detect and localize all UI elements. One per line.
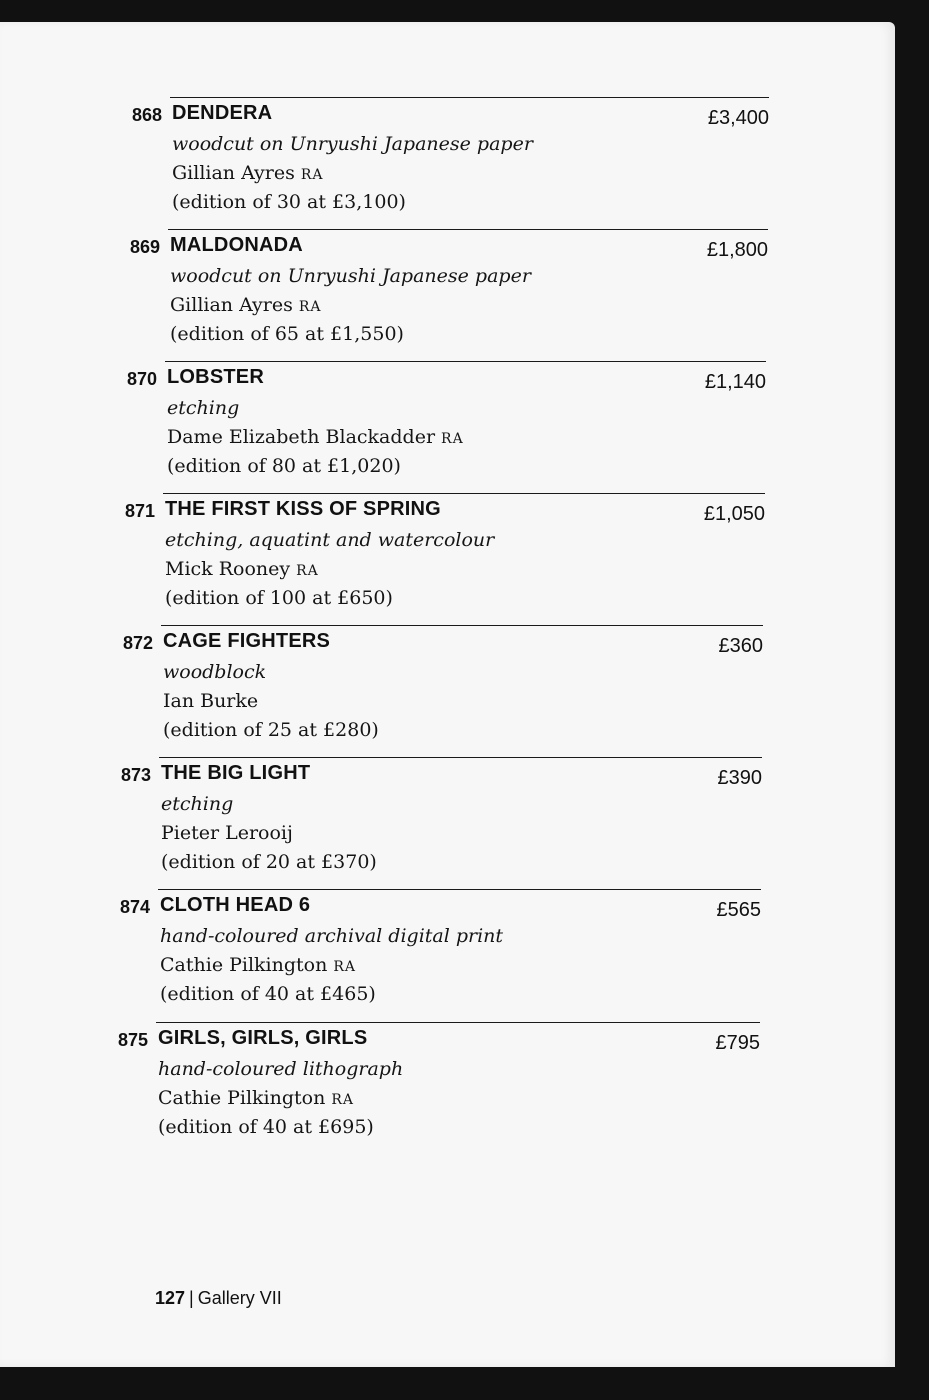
entry-price: £390 xyxy=(717,767,762,789)
entry-number: 870 xyxy=(126,369,157,389)
artist-name: Gillian Ayres xyxy=(172,162,295,184)
entry-medium: etching xyxy=(167,397,240,419)
entry-artist xyxy=(161,822,299,844)
entry-number: 874 xyxy=(119,897,150,917)
catalogue-entry xyxy=(111,757,762,887)
entry-medium: etching xyxy=(161,793,234,815)
entry-price: £795 xyxy=(715,1032,760,1054)
entry-price: £1,800 xyxy=(706,239,768,261)
catalogue-entry xyxy=(113,625,763,755)
entry-divider xyxy=(168,229,768,230)
entry-number: 873 xyxy=(120,765,151,785)
artist-name: Cathie Pilkington xyxy=(160,954,328,976)
entry-edition: (edition of 65 at £1,550) xyxy=(170,323,404,345)
entry-edition: (edition of 40 at £465) xyxy=(160,983,376,1005)
entry-medium: woodcut on Unryushi Japanese paper xyxy=(170,265,531,287)
entry-price: £3,400 xyxy=(707,107,769,129)
entry-artist xyxy=(165,558,319,580)
entry-divider xyxy=(156,1022,760,1023)
entry-title: GIRLS, GIRLS, GIRLS xyxy=(158,1027,368,1049)
entry-price: £1,050 xyxy=(703,503,765,525)
entry-artist xyxy=(170,294,322,316)
entry-title: CLOTH HEAD 6 xyxy=(160,894,311,916)
artist-honor: RA xyxy=(441,431,464,447)
artist-honor: RA xyxy=(333,959,356,975)
catalogue-entry xyxy=(117,361,766,491)
catalogue-entry xyxy=(110,889,761,1019)
entry-edition: (edition of 40 at £695) xyxy=(158,1116,374,1138)
entry-artist xyxy=(172,162,324,184)
entry-artist xyxy=(163,690,264,712)
artist-name: Pieter Lerooij xyxy=(161,822,293,844)
catalogue-entry xyxy=(115,493,765,623)
entry-edition: (edition of 30 at £3,100) xyxy=(172,191,406,213)
artist-name: Dame Elizabeth Blackadder xyxy=(167,426,436,448)
artist-name: Gillian Ayres xyxy=(170,294,293,316)
entry-divider xyxy=(161,625,763,626)
page-number: 127 xyxy=(155,1288,186,1308)
entry-title: THE BIG LIGHT xyxy=(161,762,311,784)
footer-separator: | xyxy=(189,1288,194,1308)
artist-honor: RA xyxy=(331,1092,354,1108)
catalogue-page xyxy=(0,22,895,1367)
entry-title: THE FIRST KISS OF SPRING xyxy=(165,498,441,520)
entry-medium: woodblock xyxy=(163,661,267,683)
entry-artist xyxy=(167,426,464,448)
catalogue-entry xyxy=(122,97,769,227)
entry-price: £360 xyxy=(718,635,763,657)
entry-artist xyxy=(160,954,356,976)
entry-medium: hand-coloured lithograph xyxy=(158,1058,404,1080)
entry-number: 869 xyxy=(129,237,160,257)
entry-number: 875 xyxy=(117,1030,148,1050)
page-footer xyxy=(155,1288,282,1309)
entry-price: £1,140 xyxy=(704,371,766,393)
artist-honor: RA xyxy=(296,563,319,579)
entry-divider xyxy=(159,757,762,758)
artist-name: Cathie Pilkington xyxy=(158,1087,326,1109)
entry-title: LOBSTER xyxy=(167,366,264,388)
entry-price: £565 xyxy=(716,899,761,921)
artist-name: Mick Rooney xyxy=(165,558,291,580)
entry-medium: hand-coloured archival digital print xyxy=(160,925,504,947)
entry-edition: (edition of 20 at £370) xyxy=(161,851,377,873)
entry-number: 872 xyxy=(122,633,153,653)
catalogue-entry xyxy=(120,229,768,359)
entry-title: CAGE FIGHTERS xyxy=(163,630,331,652)
entry-artist xyxy=(158,1087,354,1109)
entry-title: MALDONADA xyxy=(170,234,303,256)
entry-divider xyxy=(165,361,766,362)
artist-honor: RA xyxy=(298,299,322,315)
entry-edition: (edition of 25 at £280) xyxy=(163,719,379,741)
entry-title: DENDERA xyxy=(172,102,273,124)
catalogue-entry xyxy=(108,1022,760,1152)
entry-edition: (edition of 80 at £1,020) xyxy=(167,455,401,477)
entry-medium: woodcut on Unryushi Japanese paper xyxy=(172,133,533,155)
entry-number: 871 xyxy=(124,501,155,521)
entry-number: 868 xyxy=(131,105,162,125)
entry-divider xyxy=(170,97,769,98)
entry-divider xyxy=(158,889,761,890)
entry-medium: etching, aquatint and watercolour xyxy=(165,529,495,551)
entry-divider xyxy=(163,493,765,494)
artist-name: Ian Burke xyxy=(163,690,259,712)
artist-honor: RA xyxy=(300,167,324,183)
entry-edition: (edition of 100 at £650) xyxy=(165,587,393,609)
gallery-name: Gallery VII xyxy=(197,1288,282,1308)
